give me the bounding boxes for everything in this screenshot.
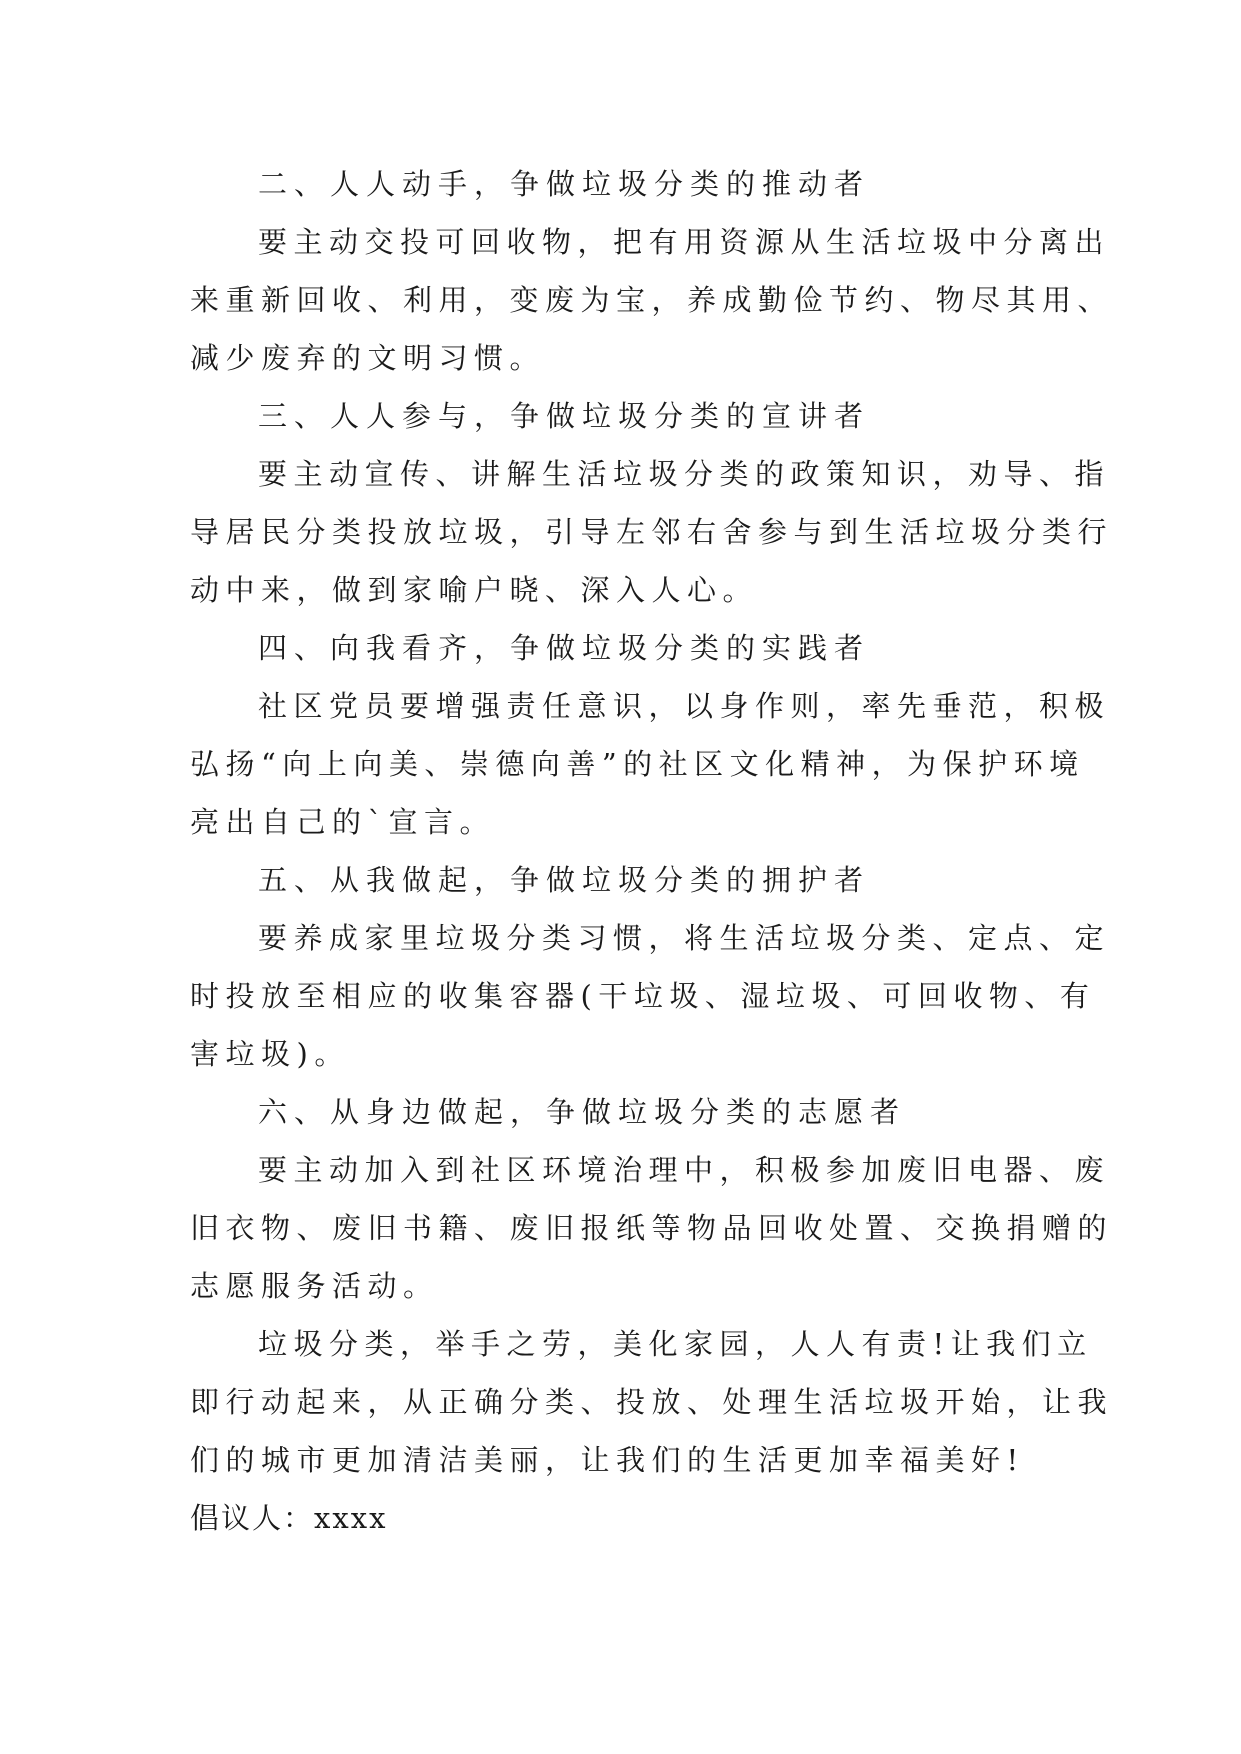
paragraph-line: 要主动交投可回收物，把有用资源从生活垃圾中分离出	[258, 225, 1111, 259]
paragraph-line: 旧衣物、废旧书籍、废旧报纸等物品回收处置、交换捐赠的	[190, 1211, 1114, 1245]
paragraph-line: 导居民分类投放垃圾，引导左邻右舍参与到生活垃圾分类行	[190, 515, 1114, 549]
initiator-signature: 倡议人：xxxx	[190, 1501, 388, 1535]
section-heading-5: 五、从我做起，争做垃圾分类的拥护者	[258, 863, 871, 897]
paragraph-line: 减少废弃的文明习惯。	[190, 341, 546, 375]
section-heading-4: 四、向我看齐，争做垃圾分类的实践者	[258, 631, 871, 665]
paragraph-line: 来重新回收、利用，变废为宝，养成勤俭节约、物尽其用、	[190, 283, 1114, 317]
paragraph-line: 要养成家里垃圾分类习惯，将生活垃圾分类、定点、定	[258, 921, 1111, 955]
section-heading-3: 三、人人参与，争做垃圾分类的宣讲者	[258, 399, 871, 433]
paragraph-line: 时投放至相应的收集容器(干垃圾、湿垃圾、可回收物、有	[190, 979, 1096, 1013]
closing-paragraph-line: 垃圾分类，举手之劳，美化家园，人人有责!让我们立	[258, 1327, 1093, 1361]
paragraph-line: 亮出自己的`宣言。	[190, 805, 496, 839]
section-heading-6: 六、从身边做起，争做垃圾分类的志愿者	[258, 1095, 907, 1129]
paragraph-line: 害垃圾)。	[190, 1037, 350, 1071]
paragraph-line: 社区党员要增强责任意识，以身作则，率先垂范，积极	[258, 689, 1111, 723]
paragraph-line: 动中来，做到家喻户晓、深入人心。	[190, 573, 759, 607]
closing-paragraph-line: 们的城市更加清洁美丽，让我们的生活更加幸福美好!	[190, 1443, 1025, 1477]
section-heading-2: 二、人人动手，争做垃圾分类的推动者	[258, 167, 871, 201]
paragraph-line: 要主动加入到社区环境治理中，积极参加废旧电器、废	[258, 1153, 1111, 1187]
paragraph-line: 要主动宣传、讲解生活垃圾分类的政策知识，劝导、指	[258, 457, 1111, 491]
closing-paragraph-line: 即行动起来，从正确分类、投放、处理生活垃圾开始，让我	[190, 1385, 1114, 1419]
paragraph-line: 弘扬“向上向美、崇德向善”的社区文化精神，为保护环境	[190, 747, 1085, 781]
paragraph-line: 志愿服务活动。	[190, 1269, 439, 1303]
